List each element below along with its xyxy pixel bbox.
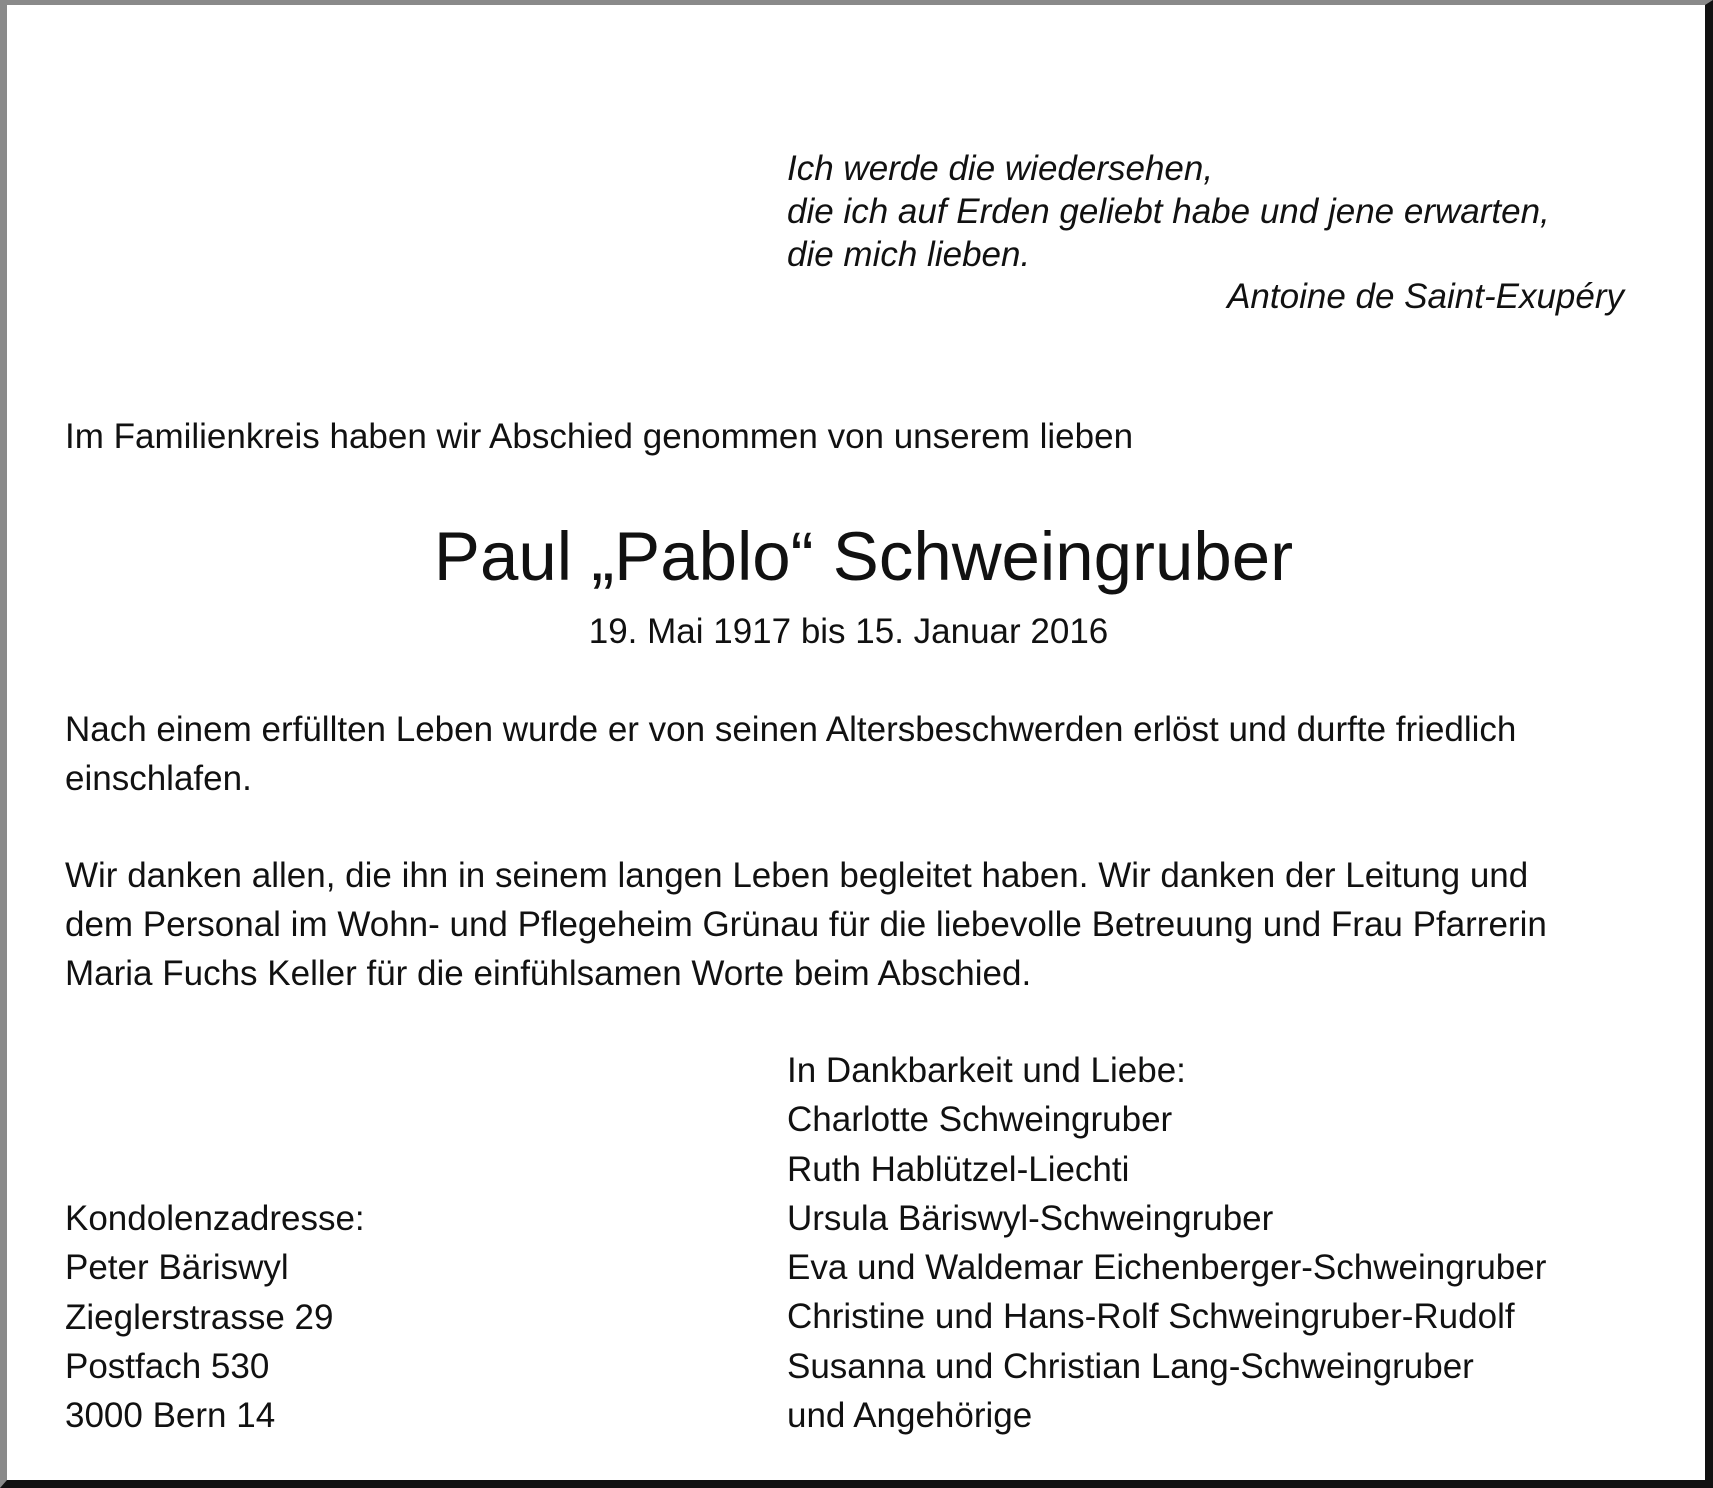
address-line: Peter Bäriswyl xyxy=(65,1248,289,1288)
paragraph-passing xyxy=(65,705,1665,803)
address-line: Postfach 530 xyxy=(65,1346,270,1386)
quote-line: Ich werde die wiedersehen, xyxy=(787,149,1214,188)
quote-line: die ich auf Erden geliebt habe und jene erwarten, xyxy=(787,192,1550,231)
signer-name: Ursula Bäriswyl-Schweingruber xyxy=(787,1198,1274,1238)
paragraph-line: dem Personal im Wohn- und Pflegeheim Grünau für die liebevolle Betreuung und Frau Pfarrerin xyxy=(65,905,1547,944)
condolence-address xyxy=(65,1194,365,1440)
address-line: 3000 Bern 14 xyxy=(65,1396,276,1436)
paragraph-line: Nach einem erfüllten Leben wurde er von seinen Altersbeschwerden erlöst und durfte friedlich xyxy=(65,710,1517,749)
signer-name: und Angehörige xyxy=(787,1396,1033,1436)
signer-name: Eva und Waldemar Eichenberger-Schweingruber xyxy=(787,1248,1547,1288)
signer-name: Christine und Hans-Rolf Schweingruber-Rudolf xyxy=(787,1297,1515,1337)
paragraph-line: Maria Fuchs Keller für die einfühlsamen Worte beim Abschied. xyxy=(65,954,1032,993)
paragraph-line: Wir danken allen, die ihn in seinem langen Leben begleitet haben. Wir danken der Leitung und xyxy=(65,856,1529,895)
deceased-name: Paul „Pablo“ Schweingruber xyxy=(433,518,1294,595)
quote-line: die mich lieben. xyxy=(787,235,1031,274)
signer-name: Ruth Hablützel-Liechti xyxy=(787,1149,1130,1189)
signers-heading: In Dankbarkeit und Liebe: xyxy=(787,1051,1186,1090)
paragraph-thanks xyxy=(65,851,1665,998)
epigraph-quote xyxy=(787,147,1647,276)
signers-list xyxy=(787,1046,1546,1440)
paragraph-line: einschlafen. xyxy=(65,759,252,798)
condolence-label: Kondolenzadresse: xyxy=(65,1199,365,1238)
life-dates: 19. Mai 1917 bis 15. Januar 2016 xyxy=(588,612,1109,651)
signer-name: Susanna und Christian Lang-Schweingruber xyxy=(787,1346,1474,1386)
quote-author: Antoine de Saint-Exupéry xyxy=(1227,277,1624,316)
intro-text: Im Familienkreis haben wir Abschied genommen von unserem lieben xyxy=(65,417,1134,456)
signer-name: Charlotte Schweingruber xyxy=(787,1100,1173,1140)
address-line: Zieglerstrasse 29 xyxy=(65,1297,334,1337)
